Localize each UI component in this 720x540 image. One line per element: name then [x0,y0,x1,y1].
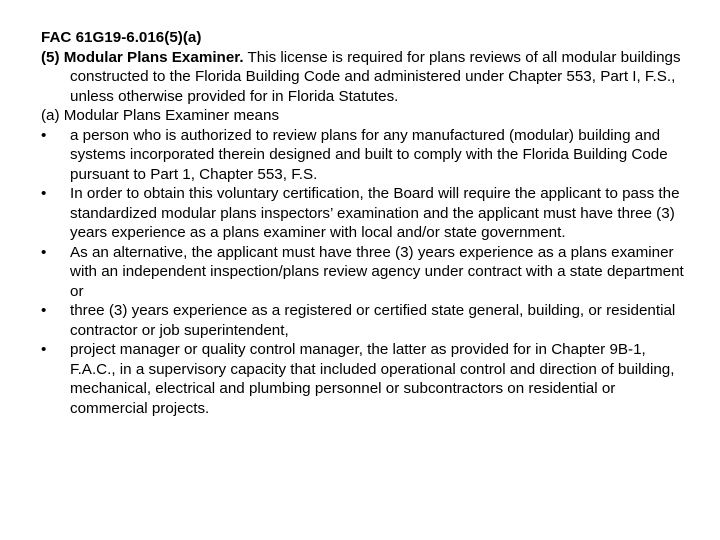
bullet-icon: • [41,341,47,358]
list-item [41,243,691,302]
section-5-text: This license is required for plans reviews of all modular buildings constructed to the Florida Building Code and administered under Chapter 553, Part I, F.S., unless otherwise provided for in Florida Statutes. [70,48,681,105]
document-title: FAC 61G19-6.016(5)(a) [41,29,202,46]
list-item-text: project manager or quality control manager, the latter as provided for in Chapter 9B-1, F.A.C., in a supervisory capacity that included operational control and direction of building, mechanical, electrical and plumbing personnel or subcontractors on residential or commercial projects. [70,341,675,417]
document-body [41,28,691,418]
list-item-text: three (3) years experience as a registered or certified state general, building, or residential contractor or job superintendent, [70,302,676,339]
list-item-text: As an alternative, the applicant must have three (3) years experience as a plans examiner with an independent inspection/plans review agency under contract with a state department or [70,243,684,300]
definition-bullet-list [41,126,691,419]
list-item-text: a person who is authorized to review plans for any manufactured (modular) building and systems incorporated therein designed and built to comply with the Florida Building Code pursuant to Part 1, Chapter 553, F.S. [70,126,668,183]
bullet-icon: • [41,302,47,319]
bullet-icon: • [41,185,47,202]
bullet-icon: • [41,243,47,261]
list-item [41,340,691,418]
section-5-paragraph [41,48,691,107]
section-5-label: (5) Modular Plans Examiner. [41,48,244,66]
list-item-text: In order to obtain this voluntary certification, the Board will require the applicant to pass the standardized modular plans inspectors’ examination and the applicant must have three (3) years experience as a plans examiner with local and/or state government. [70,185,680,241]
list-item [41,126,691,185]
list-item [41,301,691,340]
bullet-icon: • [41,126,47,144]
list-item [41,184,691,243]
subsection-a-heading: (a) Modular Plans Examiner means [41,107,280,124]
